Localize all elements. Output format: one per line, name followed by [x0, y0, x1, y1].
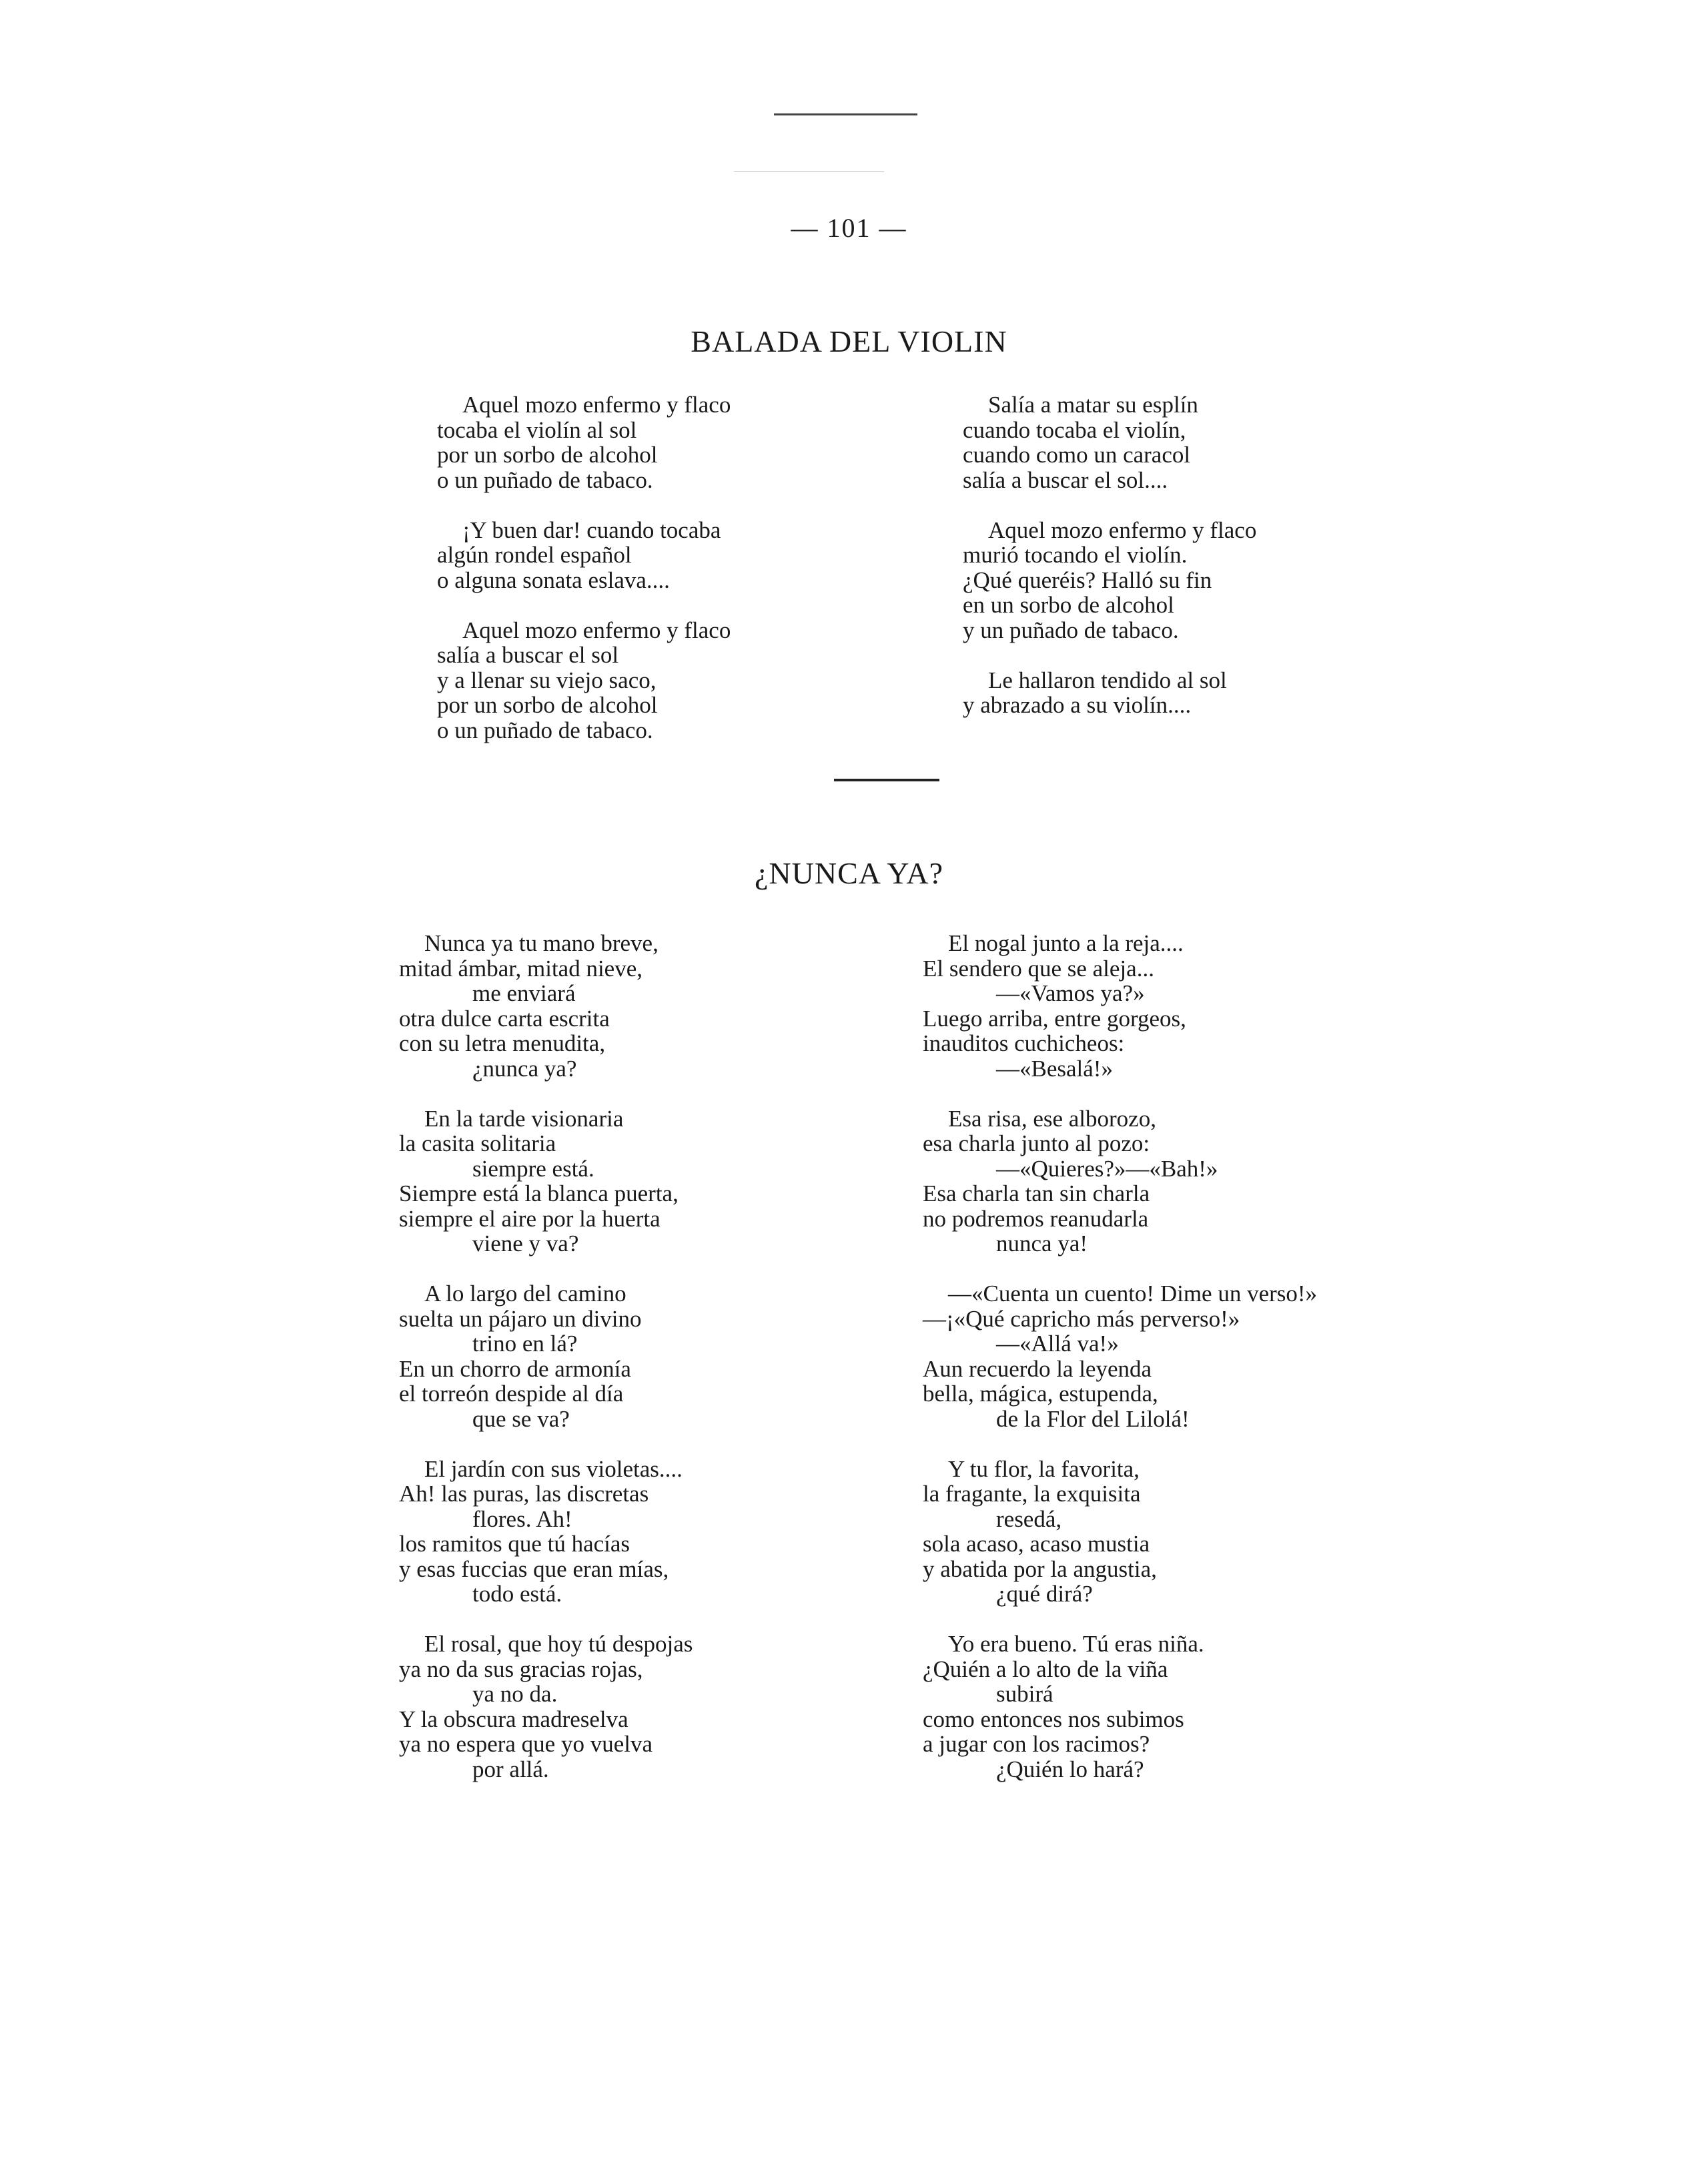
poem-line: siempre el aire por la huerta [399, 1205, 661, 1232]
poem-line: siempre está. [472, 1155, 594, 1182]
stanza [923, 1457, 1317, 1607]
poem-line: mitad ámbar, mitad nieve, [399, 955, 643, 982]
poem-line: subirá [996, 1681, 1053, 1707]
poem-line: Luego arriba, entre gorgeos, [923, 1005, 1186, 1032]
stanza [923, 1281, 1317, 1431]
poem-line: Yo era bueno. Tú eras niña. [948, 1631, 1204, 1657]
poem-line: o un puñado de tabaco. [437, 466, 653, 493]
poem-title-nunca: ¿NUNCA YA? [755, 856, 943, 890]
stanza [437, 518, 731, 593]
poem-line: nunca ya! [996, 1230, 1088, 1256]
poem-line: resedá, [996, 1505, 1062, 1532]
poem-line: esa charla junto al pozo: [923, 1130, 1150, 1156]
balada-right-column [963, 392, 1256, 743]
poem-line: El jardín con sus violetas.... [424, 1455, 683, 1482]
poem-line: salía a buscar el sol.... [963, 466, 1168, 493]
poem-line: —«Besalá!» [996, 1055, 1113, 1082]
stanza [399, 1106, 693, 1256]
poem-line: El sendero que se aleja... [923, 955, 1154, 982]
poem-title-balada: BALADA DEL VIOLIN [691, 324, 1007, 358]
poem-line: cuando como un caracol [963, 442, 1191, 468]
poem-line: con su letra menudita, [399, 1030, 606, 1056]
poem-line: Aquel mozo enfermo y flaco [462, 617, 731, 643]
poem-line: en un sorbo de alcohol [963, 592, 1174, 618]
poem-line: Le hallaron tendido al sol [988, 667, 1227, 693]
poem-line: ¿nunca ya? [472, 1055, 577, 1082]
poem-line: por un sorbo de alcohol [437, 692, 658, 718]
top-faint-rule [734, 171, 884, 172]
stanza [923, 1106, 1317, 1256]
nunca-left-column [399, 931, 693, 1807]
poem-line: suelta un pájaro un divino [399, 1305, 642, 1332]
poem-line: como entonces nos subimos [923, 1706, 1184, 1732]
poem-line: por un sorbo de alcohol [437, 442, 658, 468]
stanza [963, 392, 1256, 492]
poem-line: ya no da sus gracias rojas, [399, 1656, 643, 1682]
top-rule [774, 113, 917, 115]
poem-line: ¡Y buen dar! cuando tocaba [462, 516, 721, 543]
poem-line: los ramitos que tú hacías [399, 1531, 630, 1557]
poem-line: ¿Quién lo hará? [996, 1756, 1144, 1782]
poem-line: a jugar con los racimos? [923, 1731, 1150, 1757]
poem-line: otra dulce carta escrita [399, 1005, 610, 1032]
poem-line: que se va? [472, 1405, 570, 1432]
poem-line: tocaba el violín al sol [437, 416, 637, 443]
poem-line: —«Vamos ya?» [996, 980, 1145, 1006]
poem-line: la casita solitaria [399, 1130, 556, 1156]
stanza [399, 931, 693, 1081]
poem-line: cuando tocaba el violín, [963, 416, 1186, 443]
poem-line: En la tarde visionaria [424, 1105, 624, 1132]
poem-line: Y tu flor, la favorita, [948, 1455, 1140, 1482]
poem-line: Nunca ya tu mano breve, [424, 930, 659, 956]
poem-line: sola acaso, acaso mustia [923, 1531, 1150, 1557]
poem-line: o alguna sonata eslava.... [437, 567, 670, 593]
poem-line: flores. Ah! [472, 1505, 572, 1532]
poem-line: inauditos cuchicheos: [923, 1030, 1125, 1056]
poem-line: trino en lá? [472, 1331, 578, 1357]
poem-line: y abrazado a su violín.... [963, 692, 1192, 718]
stanza [923, 931, 1317, 1081]
poem-line: bella, mágica, estupenda, [923, 1381, 1158, 1407]
poem-line: salía a buscar el sol [437, 642, 619, 668]
poem-line: ¿Quién a lo alto de la viña [923, 1656, 1168, 1682]
poem-line: y a llenar su viejo saco, [437, 667, 657, 693]
poem-line: Aquel mozo enfermo y flaco [988, 516, 1257, 543]
poem-line: todo está. [472, 1581, 562, 1607]
poem-line: Y la obscura madreselva [399, 1706, 628, 1732]
poem-line: Salía a matar su esplín [988, 392, 1198, 418]
stanza [437, 618, 731, 743]
stanza [399, 1631, 693, 1782]
poem-line: o un puñado de tabaco. [437, 717, 653, 743]
poem-line: viene y va? [472, 1230, 579, 1256]
poem-line: por allá. [472, 1756, 549, 1782]
poem-line: Aun recuerdo la leyenda [923, 1355, 1152, 1382]
poem-line: Esa charla tan sin charla [923, 1180, 1150, 1206]
poem-line: y un puñado de tabaco. [963, 617, 1179, 643]
poem-line: Ah! las puras, las discretas [399, 1481, 649, 1507]
page-number: — 101 — [791, 213, 907, 243]
poem-line: —«Quieres?»—«Bah!» [996, 1155, 1218, 1182]
stanza [963, 668, 1256, 718]
section-divider [834, 779, 939, 781]
poem-line: A lo largo del camino [424, 1281, 626, 1307]
poem-line: el torreón despide al día [399, 1381, 624, 1407]
poem-line: Aquel mozo enfermo y flaco [462, 392, 731, 418]
poem-line: ya no da. [472, 1681, 558, 1707]
poem-line: En un chorro de armonía [399, 1355, 631, 1382]
poem-line: El rosal, que hoy tú despojas [424, 1631, 693, 1657]
stanza [963, 518, 1256, 643]
poem-line: ¿Qué queréis? Halló su fin [963, 567, 1212, 593]
balada-left-column [437, 392, 731, 768]
poem-line: y abatida por la angustia, [923, 1555, 1157, 1582]
poem-line: Siempre está la blanca puerta, [399, 1180, 679, 1206]
stanza [399, 1281, 693, 1431]
poem-line: la fragante, la exquisita [923, 1481, 1141, 1507]
stanza [923, 1631, 1317, 1782]
poem-line: algún rondel español [437, 542, 632, 568]
poem-line: —«Allá va!» [996, 1331, 1119, 1357]
poem-line: de la Flor del Lilolá! [996, 1405, 1190, 1432]
poem-line: —¡«Qué capricho más perverso!» [923, 1305, 1240, 1332]
poem-line: me enviará [472, 980, 576, 1006]
poem-line: y esas fuccias que eran mías, [399, 1555, 669, 1582]
stanza [399, 1457, 693, 1607]
poem-line: El nogal junto a la reja.... [948, 930, 1184, 956]
poem-line: ¿qué dirá? [996, 1581, 1093, 1607]
poem-line: no podremos reanudarla [923, 1205, 1149, 1232]
poem-line: murió tocando el violín. [963, 542, 1188, 568]
poem-line: ya no espera que yo vuelva [399, 1731, 653, 1757]
poem-line: Esa risa, ese alborozo, [948, 1105, 1156, 1132]
nunca-right-column [923, 931, 1317, 1807]
poem-line: —«Cuenta un cuento! Dime un verso!» [948, 1281, 1318, 1307]
stanza [437, 392, 731, 492]
